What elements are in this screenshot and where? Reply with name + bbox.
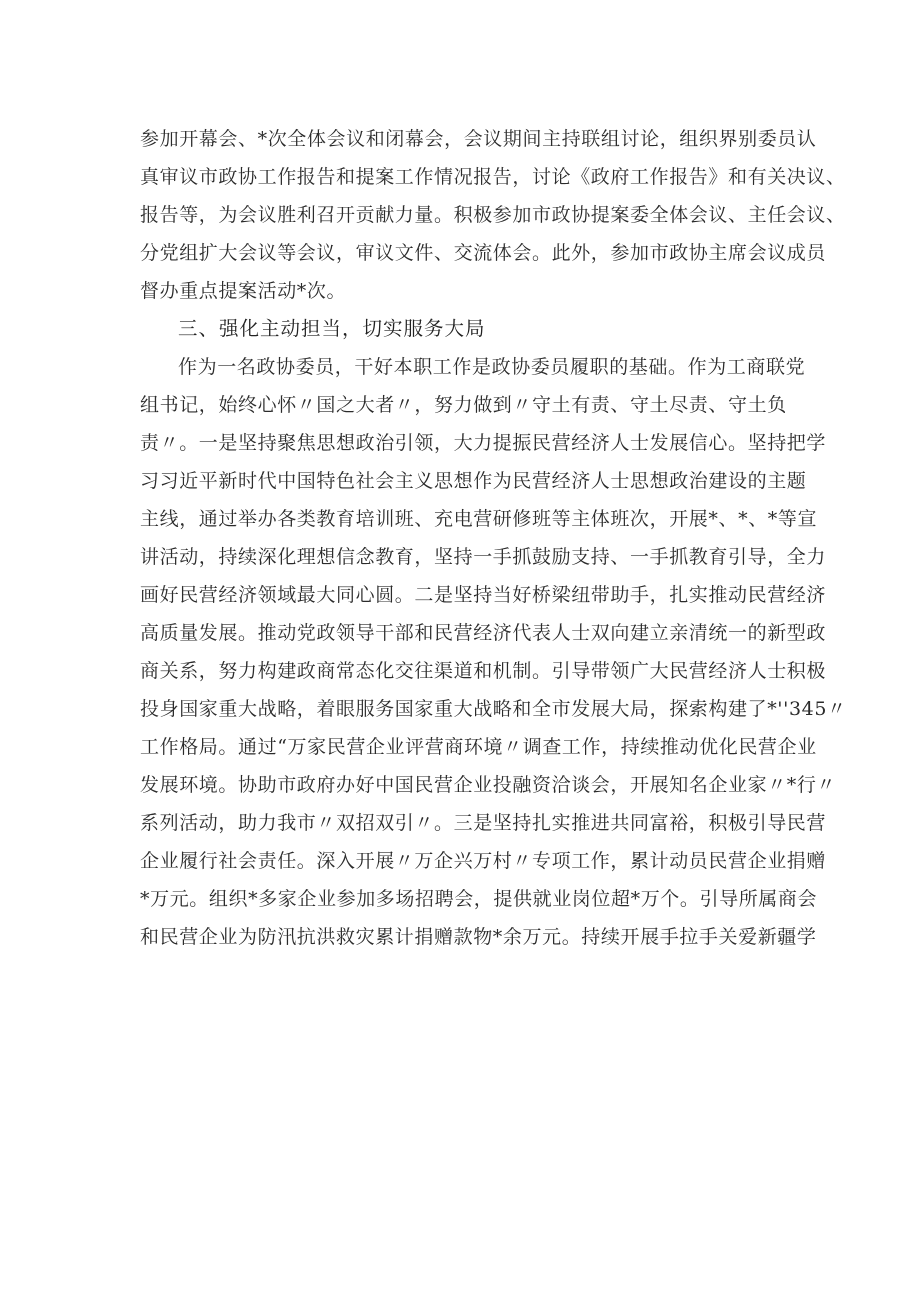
paragraph-line: 督办重点提案活动*次。 [140, 280, 347, 302]
section-heading: 三、强化主动担当，切实服务大局 [178, 317, 486, 340]
paragraph-line: 真审议市政协工作报告和提案工作情况报告，讨论《政府工作报告》和有关决议、 [140, 166, 846, 188]
paragraph-line: 系列活动，助力我市〃双招双引〃。三是坚持扎实推进共同富裕，积极引导民营 [140, 812, 827, 834]
paragraph-line: 组书记，始终心怀〃国之大者〃，努力做到〃守土有责、守土尽责、守土负 [140, 394, 787, 416]
paragraph-line: 参加开幕会、*次全体会议和闭幕会，会议期间主持联组讨论，组织界别委员认 [140, 128, 817, 150]
document-body [140, 120, 847, 956]
paragraph-line: 高质量发展。推动党政领导干部和民营经济代表人士双向建立亲清统一的新型政 [140, 622, 827, 644]
paragraph-line: 和民营企业为防汛抗洪救灾累计捐赠款物*余万元。持续开展手拉手关爱新疆学 [140, 926, 817, 948]
paragraph-line: 分党组扩大会议等会议，审议文件、交流体会。此外，参加市政协主席会议成员 [140, 242, 827, 264]
paragraph-line: 工作格局。通过“万家民营企业评营商环境〃调查工作，持续推动优化民营企业 [140, 736, 817, 758]
paragraph-line: 习习近平新时代中国特色社会主义思想作为民营经济人士思想政治建设的主题 [140, 470, 807, 492]
paragraph-line: 主线，通过举办各类教育培训班、充电营研修班等主体班次，开展*、*、*等宣 [140, 508, 818, 530]
paragraph-line: 责〃。一是坚持聚焦思想政治引领，大力提振民营经济人士发展信心。坚持把学 [140, 432, 827, 454]
paragraph-line: 投身国家重大战略，着眼服务国家重大战略和全市发展大局，探索构建了*''345〃 [140, 698, 847, 720]
paragraph-line: 画好民营经济领域最大同心圆。二是坚持当好桥梁纽带助手，扎实推动民营经济 [140, 584, 827, 606]
paragraph-line: 讲活动，持续深化理想信念教育，坚持一手抓鼓励支持、一手抓教育引导，全力 [140, 546, 827, 568]
paragraph-line: 报告等，为会议胜利召开贡献力量。积极参加市政协提案委全体会议、主任会议、 [140, 204, 846, 226]
paragraph-line: 企业履行社会责任。深入开展〃万企兴万村〃专项工作，累计动员民营企业捐赠 [140, 850, 827, 872]
paragraph-line: *万元。组织*多家企业参加多场招聘会，提供就业岗位超*万个。引导所属商会 [140, 888, 818, 910]
paragraph-line: 发展环境。协助市政府办好中国民营企业投融资洽谈会，开展知名企业家〃*行〃 [140, 774, 837, 796]
paragraph-line: 作为一名政协委员，干好本职工作是政协委员履职的基础。作为工商联党 [178, 356, 806, 378]
paragraph-line: 商关系，努力构建政商常态化交往渠道和机制。引导带领广大民营经济人士积极 [140, 660, 827, 682]
